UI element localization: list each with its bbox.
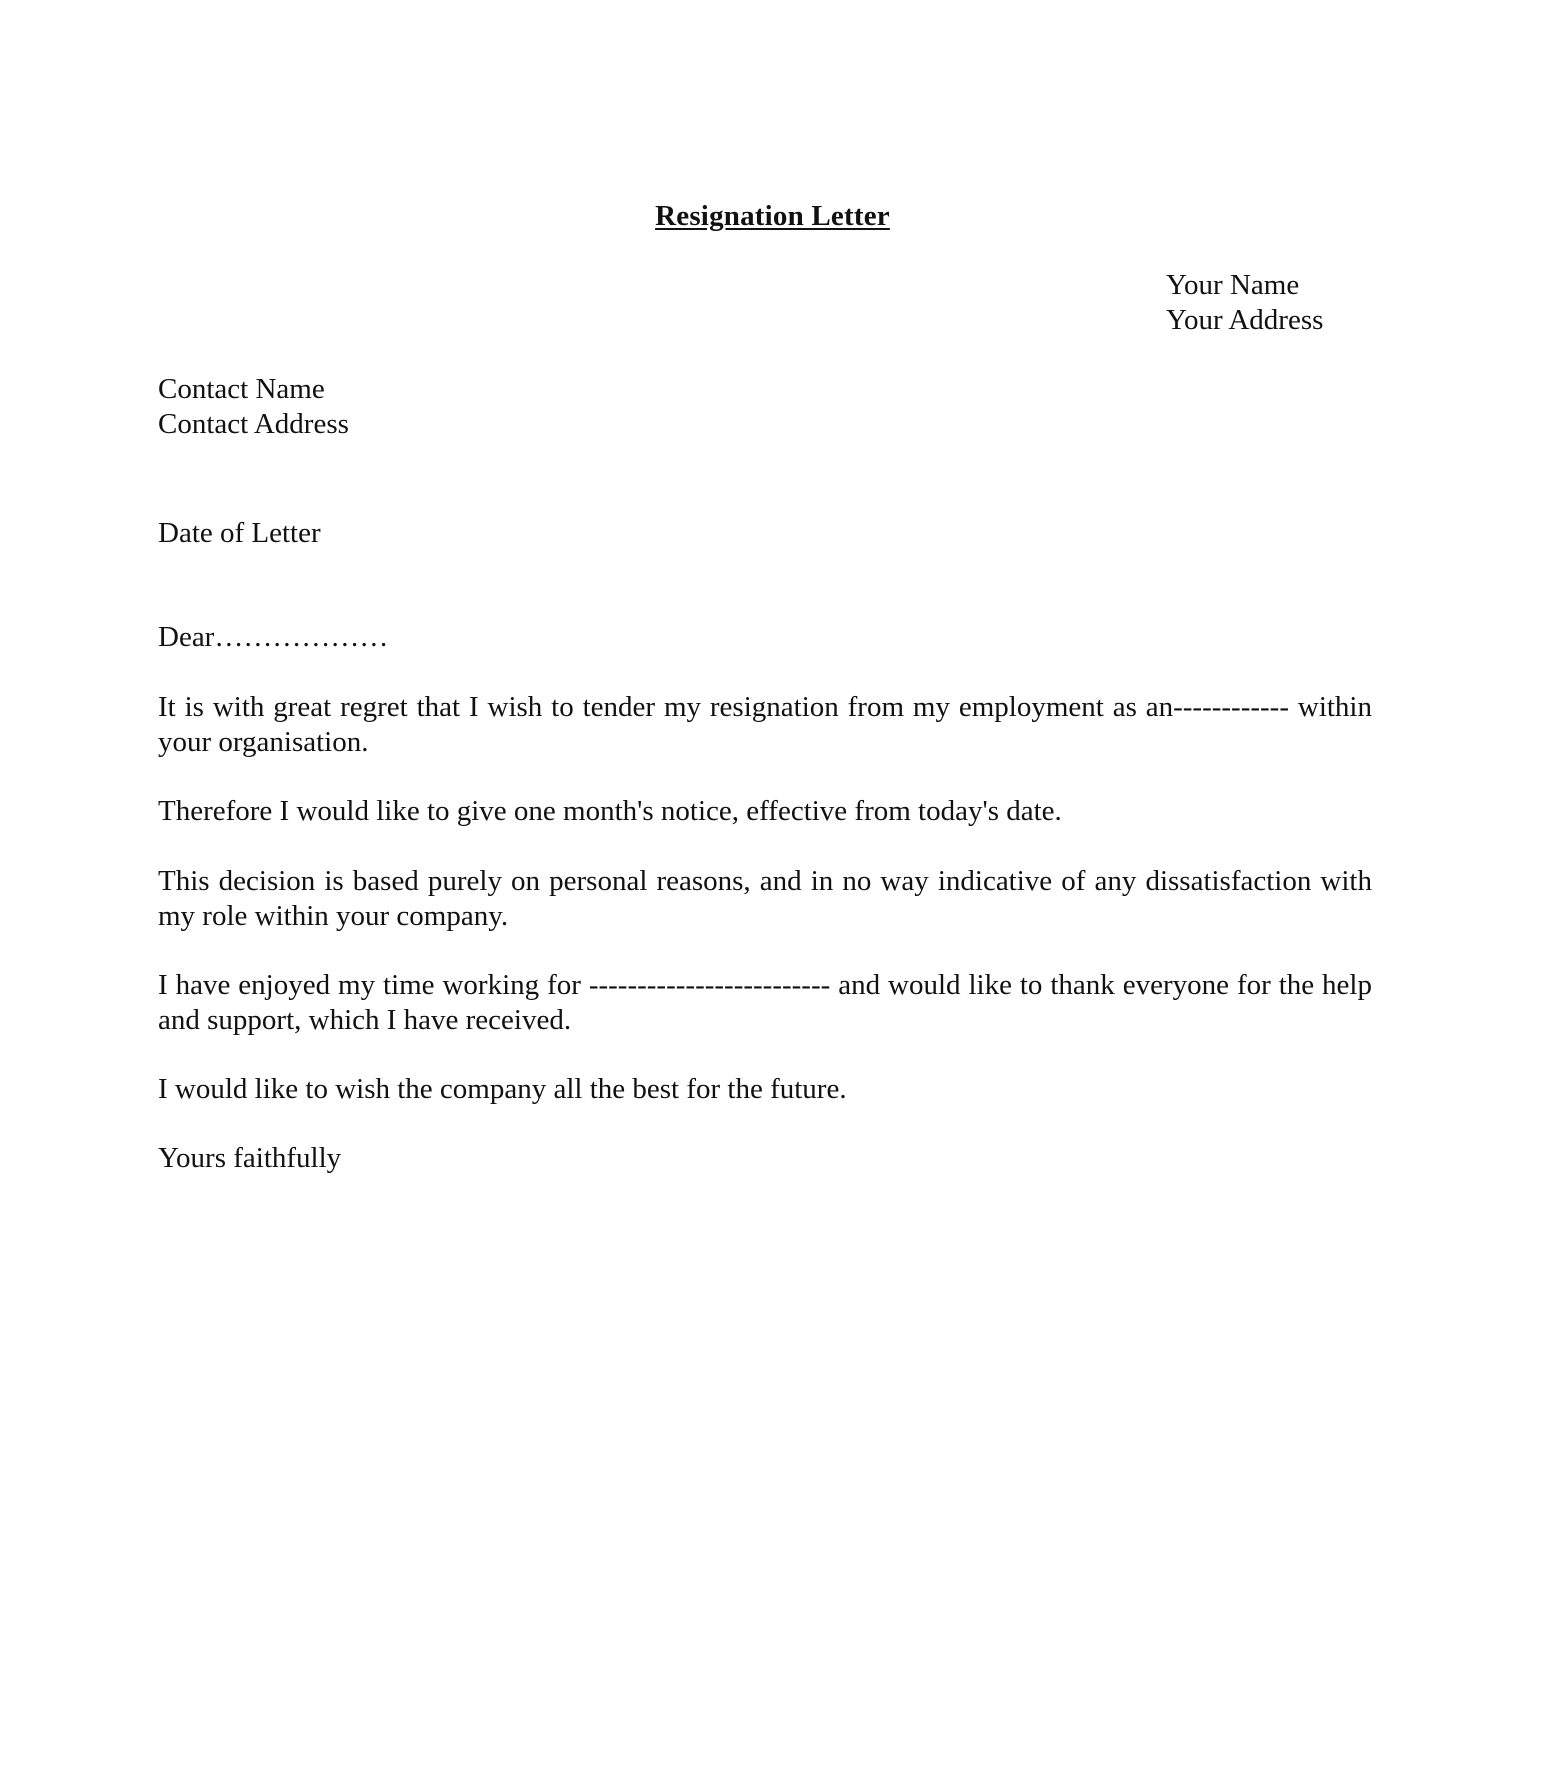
sender-address: Your Address (1166, 304, 1324, 336)
recipient-address: Contact Address (158, 408, 349, 440)
paragraph-decision: This decision is based purely on personal reasons, and in no way indicative of any dissatisfaction with my role within your company. (158, 865, 1372, 932)
sender-name: Your Name (1166, 269, 1300, 301)
recipient-block (158, 372, 349, 442)
salutation: Dear……………… (158, 621, 389, 653)
paragraph-resignation: It is with great regret that I wish to tender my resignation from my employment as an------------ within your organisation. (158, 691, 1372, 758)
paragraph-thanks: I have enjoyed my time working for ------------------------- and would like to thank everyone for the help and support, which I have received. (158, 969, 1372, 1036)
paragraph-notice: Therefore I would like to give one month's notice, effective from today's date. (158, 795, 1062, 827)
sender-block (1166, 268, 1323, 338)
recipient-name: Contact Name (158, 373, 325, 405)
letter-date: Date of Letter (158, 517, 321, 549)
paragraph-wishes: I would like to wish the company all the best for the future. (158, 1073, 847, 1105)
closing: Yours faithfully (158, 1142, 342, 1174)
letter-title: Resignation Letter (655, 200, 890, 232)
